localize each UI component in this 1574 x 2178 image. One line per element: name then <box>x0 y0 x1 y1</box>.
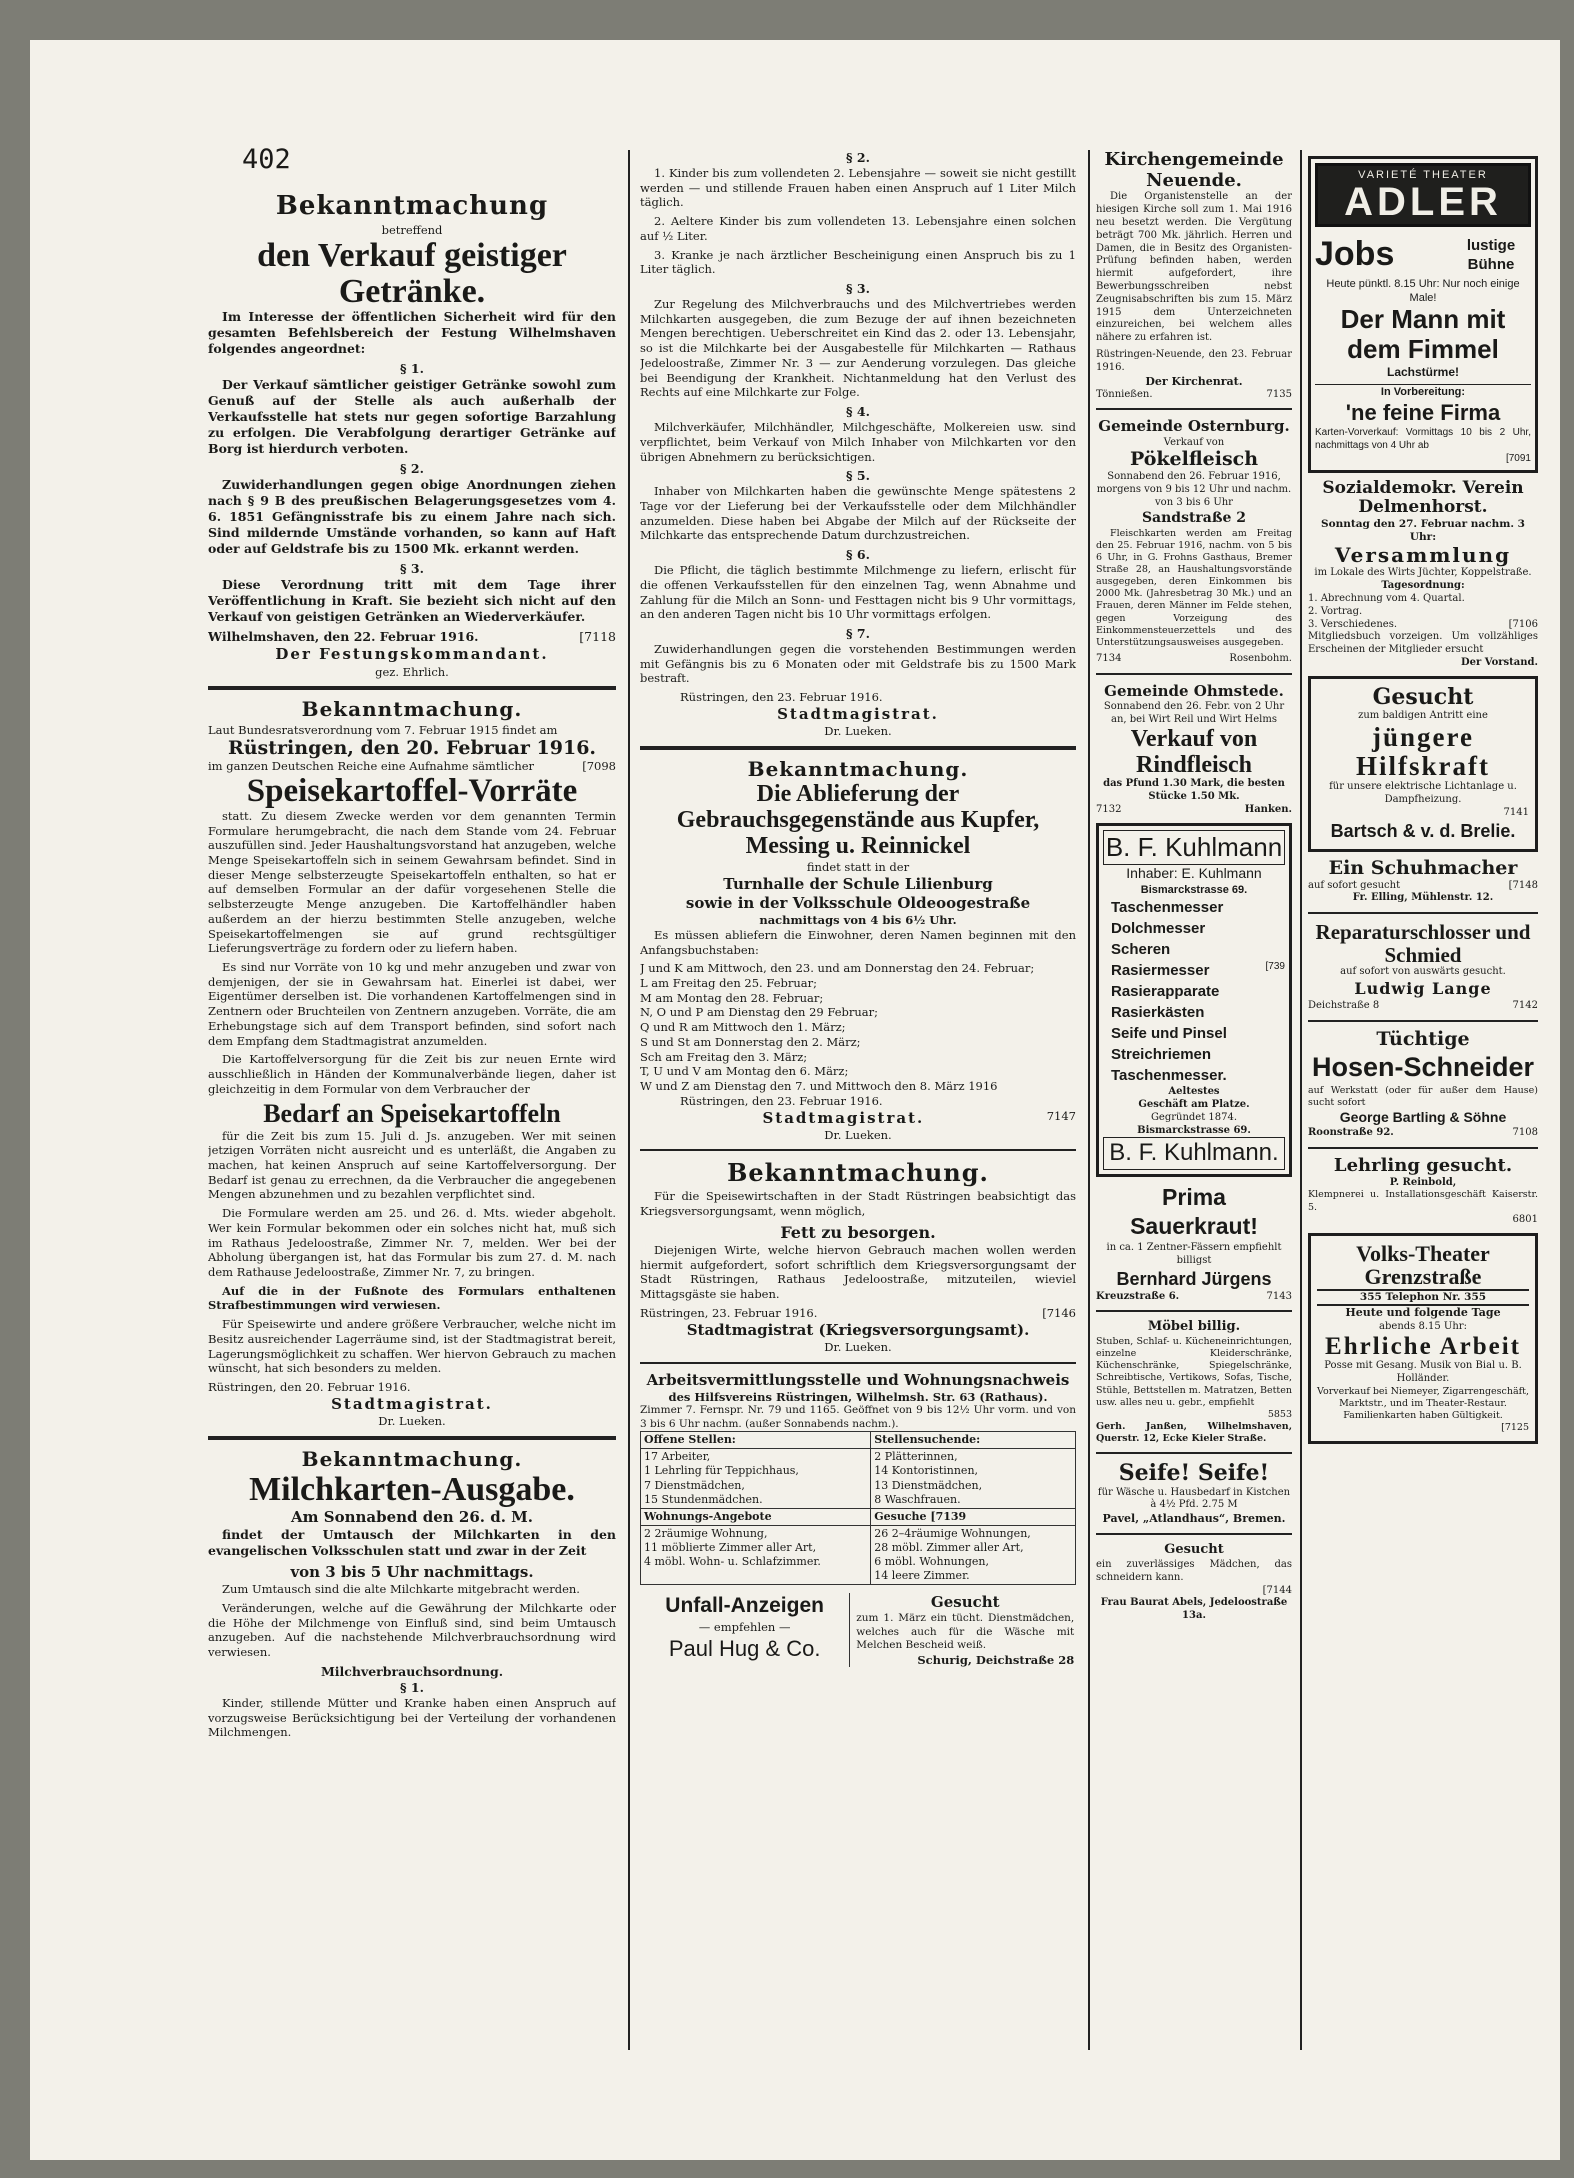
ad-headline: Lehrling gesucht. <box>1333 1154 1513 1176</box>
schedule-line: N, O und P am Dienstag den 29 Februar; <box>640 1005 879 1020</box>
product-item: Streichriemen <box>1111 1046 1212 1064</box>
notice-text: Die Formulare werden am 25. und 26. d. Mts. wieder abgeholt. Wer kein Formular bekommen oder ein solches nicht hat, muß sich im Rathaus Jedeloostraße, Zimmer Nr. 7, melden. Wer bei der Abholung übergangen ist, hat das Formular bis zum 27. d. M. nach dem Rathause Jedeloostraße, Zimmer Nr. 7, zu bringen. <box>208 1206 616 1279</box>
ad-text: — empfehlen — <box>698 1619 791 1634</box>
notice-signer: Hanken. <box>1244 804 1292 816</box>
section-number: § 7. <box>846 625 870 641</box>
product-item: Taschenmesser <box>1111 899 1224 917</box>
play-title: Der Mann mit dem Fimmel <box>1340 303 1506 364</box>
notice-signer: Dr. Lueken. <box>824 1339 892 1354</box>
notice-text: Kinder, stillende Mütter und Kranke haben einen Anspruch auf vorzugsweise Berücksichtigung bei der Verteilung der vorhandenen Milchmengen. <box>208 1695 616 1740</box>
divider <box>1096 1452 1292 1454</box>
notice-text: Für Speisewirte und andere größere Verbraucher, welche nicht im Besitz ausreichender Lagerräume sind, ist der Stadtmagistrat bereit, Lagerungsmöglichkeit zu schaffen. Wer hiervon Gebrauch zu machen wünscht, hat sich besonders zu melden. <box>208 1317 616 1376</box>
ad-text: Tagesordnung: <box>1381 580 1465 592</box>
notice-text: Zimmer 7. Fernspr. Nr. 79 und 1165. Geöffnet von 9 bis 12½ Uhr vorm. und von 3 bis 6 Uhr nachm. (außer Sonnabends nachm.). <box>640 1404 1076 1430</box>
beef-notice <box>1096 682 1292 817</box>
section-number: § 2. <box>846 150 870 165</box>
section-number: § 6. <box>846 547 870 563</box>
notice-date: Sonntag den 27. Februar nachm. 3 Uhr: <box>1321 517 1525 544</box>
ad-headline: Tüchtige <box>1376 1027 1470 1050</box>
agenda-list <box>1308 593 1538 631</box>
ad-reference: [7148 <box>1508 879 1538 891</box>
agenda-item: 2. Vortrag. <box>1308 605 1363 617</box>
notice-headline: den Verkauf geistiger Getränke. <box>257 236 567 310</box>
notice-text: Die Pflicht, die täglich bestimmte Milchmenge zu liefern, erlischt für die offenen Verkaufsstellen für den einzelnen Tag, wenn Abnahme und Zahlung für die Milch an Sonn- und Festtagen nicht bis 9 Uhr vormittags, an den anderen Tagen nicht bis 10 Uhr vormittags erfolgen. <box>640 563 1076 622</box>
ad-text: abends 8.15 Uhr: <box>1379 1320 1467 1332</box>
notice-headline: Bedarf an Speisekartoffeln <box>263 1099 561 1129</box>
ad-name: Paul Hug & Co. <box>668 1635 821 1661</box>
schedule-line: L am Freitag den 25. Februar; <box>640 976 817 991</box>
agenda-item: 1. Abrechnung vom 4. Quartal. <box>1308 593 1465 605</box>
kuhlmann-ad <box>1096 823 1292 1177</box>
ad-text: Geschäft am Platze. <box>1138 1098 1250 1110</box>
ad-headline: Sozialdemokr. Verein Delmenhorst. <box>1322 477 1524 518</box>
column-3 <box>1096 150 1292 2070</box>
ad-reference: 7147 <box>1046 1108 1076 1123</box>
ad-text: auf sofort gesucht <box>1308 879 1401 891</box>
notice-title: Bekanntmachung. <box>301 697 523 722</box>
section-number: § 2. <box>400 461 424 477</box>
divider <box>1308 1020 1538 1022</box>
notice-subtitle: Fett zu besorgen. <box>780 1222 936 1242</box>
ad-reference: [7091 <box>1505 452 1531 464</box>
soap-ad <box>1096 1461 1292 1526</box>
column-rule <box>1300 150 1302 2050</box>
ad-name: Der Vorstand. <box>1460 657 1538 669</box>
ad-text: Lachstürme! <box>1386 364 1460 379</box>
sauerkraut-ad <box>1096 1183 1292 1303</box>
notice-signature: Stadtmagistrat. <box>331 1394 493 1413</box>
ad-name: Fr. Elling, Mühlenstr. 12. <box>1352 892 1494 904</box>
ad-headline: Ein Schuhmacher <box>1328 856 1518 879</box>
ad-text: Vorverkauf bei Niemeyer, Zigarrengeschäft, Marktstr., und im Theater-Restaur. <box>1317 1385 1529 1410</box>
notice-text: Es müssen abliefern die Einwohner, deren Namen beginnen mit den Anfangsbuchstaben: <box>640 927 1076 957</box>
notice-date: Rüstringen, den 20. Februar 1916. <box>227 736 597 759</box>
ad-headline: Verkauf von Rindfleisch <box>1130 725 1258 778</box>
ad-headline: jüngere Hilfskraft <box>1356 721 1490 782</box>
notice-signature: Stadtmagistrat (Kriegsversorgungsamt). <box>686 1320 1030 1339</box>
ad-headline: Versammlung <box>1334 543 1512 568</box>
notice-date: Am Sonnabend den 26. d. M. <box>291 1507 533 1526</box>
table-row <box>641 1449 1076 1508</box>
labor-exchange <box>640 1371 1076 1586</box>
divider <box>1308 912 1538 914</box>
table-cell: 13 Dienstmädchen, <box>874 1478 983 1492</box>
table-header: Gesuche <box>874 1509 927 1523</box>
ad-name: Schurig, Deichstraße 28 <box>917 1652 1075 1667</box>
notice-signature: Stadtmagistrat. <box>777 704 939 723</box>
ad-text: Heute pünktl. 8.15 Uhr: Nur noch einige Male! <box>1326 277 1520 304</box>
notice-signer: Dr. Lueken. <box>824 724 892 739</box>
notice-place: im Lokale des Wirts Jüchter, Koppelstraße. <box>1314 567 1532 579</box>
ad-headline: Seife! Seife! <box>1118 1460 1270 1487</box>
notice-subtitle: des Hilfsvereins Rüstringen, Wilhelmsh. Str. 63 (Rathaus). <box>668 1389 1048 1404</box>
notice-signature: Der Kirchenrat. <box>1145 374 1243 388</box>
column-rule <box>1088 150 1090 2050</box>
table-header: Stellensuchende: <box>871 1432 1076 1449</box>
notice-text: für die Zeit bis zum 15. Juli d. Js. anzugeben. Wer mit seinen jetzigen Vorräten nicht ausreicht und es unterläßt, die Angaben zu machen, hat keinen Anspruch auf seine Kartoffelversorgung. Der Bedarf ist genau zu errechnen, da die Verbraucher die angegebenen Mengen abzunehmen und zu bezahlen verpflichtet sind. <box>208 1128 616 1202</box>
product-item: Rasierapparate <box>1111 983 1220 1001</box>
notice-place: sowie in der Volksschule Oldeoogestraße <box>685 893 1031 912</box>
ad-headline: Gesucht <box>1164 1542 1224 1558</box>
ad-text: auf sofort von auswärts gesucht. <box>1340 966 1506 978</box>
product-item: Taschenmesser. <box>1111 1067 1227 1085</box>
notice-date: Wilhelmshaven, den 22. Februar 1916. <box>208 629 479 645</box>
divider <box>1096 1310 1292 1312</box>
notice-fat <box>640 1158 1076 1354</box>
notice-potatoes <box>208 697 616 1428</box>
notice-text: Für die Speisewirtschaften in der Stadt Rüstringen beabsichtigt das Kriegsversorgungsamt, wenn möglich, <box>640 1189 1076 1218</box>
ad-reference: 7108 <box>1512 1127 1538 1139</box>
ad-address: Bismarckstrasse 69. <box>1140 884 1248 897</box>
notice-spirits <box>208 190 616 679</box>
social-democrat-ad <box>1308 479 1538 670</box>
ad-text: für unsere elektrische Lichtanlage u. Dampfheizung. <box>1329 781 1517 806</box>
ad-text: Die Organistenstelle an der hiesigen Kirche soll zum 1. Mai 1916 neu besetzt werden. Die Vergütung beträgt 700 Mk. jährlich. Herren und Damen, die in Besitz des Organisten-Prüfung befinden haben, werden hiermit aufgefordert, ihre Bewerbungsschreiben nebst Zeugnisabschriften bis zum 15. März 1915 dem Unterzeichneten einzureichen, bei welchem alles nähere zu erfahren ist. <box>1096 191 1292 344</box>
notice-text: 3. Kranke je nach ärztlicher Bescheinigung einen Anspruch bis zu 1 Liter täglich. <box>640 247 1076 277</box>
ad-reference: [7098 <box>582 759 616 774</box>
ad-text: Mitgliedsbuch vorzeigen. Um vollzähliges Erscheinen der Mitglieder ersucht <box>1308 631 1538 656</box>
notice-text: Zuwiderhandlungen gegen obige Anordnungen ziehen nach § 9 B des preußischen Belagerungsgesetzes vom 4. 6. 1851 Gefängnisstrafe bis zu einem Jahre nach sich. Sind mildernde Umstände vorhanden, so kann auf Haft oder auf Geldstrafe bis zu 1500 Mk. erkannt werden. <box>208 477 616 557</box>
product-list <box>1103 897 1285 1086</box>
notice-text: findet statt in der <box>806 860 910 875</box>
newspaper-page <box>30 40 1560 2160</box>
notice-place: Sandstraße 2 <box>1141 509 1247 526</box>
notice-text: Es sind nur Vorräte von 10 kg und mehr anzugeben und zwar von demjenigen, der sie in Gewahrsam hat. Einerlei ist dabei, wer Eigentümer derselben ist. Die vorhandenen Kartoffelmengen sind in Zentnern oder Bruchteilen von Zentnern anzugeben. Vorräte, die am Erhebungstage sich auf dem Transport befinden, sind sofort nach dem Empfang dem Stadtmagistrat anzumelden. <box>208 959 616 1048</box>
ad-text: zum 1. März ein tücht. Dienstmädchen, welches auch für die Wäsche mit Melchen Bescheid weiß. <box>856 1612 1075 1652</box>
ad-name: Bernhard Jürgens <box>1116 1268 1272 1289</box>
product-item: Scheren <box>1111 941 1171 959</box>
ad-name: George Bartling & Söhne <box>1339 1109 1507 1126</box>
schedule-line: T, U und V am Montag den 6. März; <box>640 1064 849 1079</box>
ad-headline: Volks-Theater Grenzstraße <box>1356 1240 1490 1290</box>
ad-text: Aeltestes <box>1168 1086 1220 1098</box>
table-cell: 15 Stundenmädchen. <box>644 1492 763 1506</box>
ad-price: das Pfund 1.30 Mark, die besten Stücke 1.50 Mk. <box>1103 778 1285 803</box>
product-item: Seife und Pinsel <box>1111 1025 1227 1043</box>
notice-date: Rüstringen, den 23. Februar 1916. <box>680 1093 883 1108</box>
notice-text: Zum Umtausch sind die alte Milchkarte mitgebracht werden. <box>222 1582 580 1597</box>
apprentice-ad <box>1308 1156 1538 1227</box>
ad-address: Kreuzstraße 6. <box>1096 1290 1180 1302</box>
ad-reference: 7132 <box>1096 804 1122 816</box>
table-cell: 2 Plätterinnen, <box>874 1450 958 1464</box>
ad-text: Inhaber: E. Kuhlmann <box>1126 865 1262 882</box>
ad-reference: 7135 <box>1266 388 1292 400</box>
schedule-line: Sch am Freitag den 3. März; <box>640 1049 808 1064</box>
notice-title: Bekanntmachung. <box>301 1446 523 1471</box>
ad-headline: Reparaturschlosser und Schmied <box>1315 920 1531 967</box>
notice-signer: gez. Ehrlich. <box>375 664 449 679</box>
tailor-ad <box>1308 1029 1538 1140</box>
notice-text: Auf die in der Fußnote des Formulars enthaltenen Strafbestimmungen wird verwiesen. <box>208 1283 616 1313</box>
ad-reference: [7106 <box>1508 618 1538 630</box>
ad-name: Ludwig Lange <box>1354 979 1492 999</box>
section-number: § 4. <box>846 404 870 420</box>
ad-headline: Möbel billig. <box>1147 1319 1241 1335</box>
ad-reference: 7142 <box>1512 999 1538 1011</box>
ad-reference: [7146 <box>1042 1305 1076 1320</box>
ad-reference: [7139 <box>930 1509 967 1523</box>
divider <box>208 1436 616 1440</box>
table-cell: 11 möblierte Zimmer aller Art, <box>644 1540 817 1554</box>
notice-text: Inhaber von Milchkarten haben die gewünschte Menge spätestens 2 Tage vor der Lieferung bei der Verkaufsstelle oder dem Milchhändler anzumelden. Diese haben bei Abgabe der Milch auf der Rückseite der Milchkarte das entsprechende Datum durchzustreichen. <box>640 484 1076 543</box>
section-number: § 5. <box>846 468 870 484</box>
table-cell: 14 leere Zimmer. <box>874 1569 970 1583</box>
notice-time: nachmittags von 4 bis 6½ Uhr. <box>759 913 957 928</box>
locksmith-ad <box>1308 921 1538 1012</box>
notice-signer: Rosenbohm. <box>1229 653 1292 665</box>
notice-text: Laut Bundesratsverordnung vom 7. Februar 1915 findet am <box>208 722 558 737</box>
section-number: § 3. <box>400 561 424 577</box>
notice-text: Zuwiderhandlungen gegen die vorstehenden Bestimmungen werden mit Gefängnis bis zu 6 Monaten oder mit Geldstrafe bis zu 1500 Mark bestraft. <box>640 641 1076 686</box>
notice-place: Turnhalle der Schule Lilienburg <box>723 874 993 893</box>
ad-text: für Wäsche u. Hausbedarf in Kistchen à 4½ Pfd. 2.75 M <box>1097 1486 1291 1511</box>
table-row <box>641 1525 1076 1584</box>
ad-headline: Gesucht <box>930 1593 1000 1612</box>
ad-text: Karten-Vorverkauf: Vormittags 10 bis 2 Uhr, nachmittags von 4 Uhr ab <box>1315 427 1531 451</box>
notice-subtitle: Milchverbrauchsordnung. <box>320 1663 504 1679</box>
shoemaker-ad <box>1308 858 1538 905</box>
ad-text: Fleischkarten werden am Freitag den 25. Februar 1916, nachm. von 5 bis 6 Uhr, in G. Frohns Gasthaus, Bremer Straße 28, an Haushaltungsvorstände ausgegeben, deren Einkommen bis 2000 Mk. (Jahresbetrag 30 Mk.) und an Frauen, deren Männer im Felde stehen, gegen Vorzeigung des Einkommensteuerzettels und des Unterstützungsausweises ausgegeben. <box>1096 527 1292 648</box>
insurance-ad <box>640 1593 850 1667</box>
section-number: § 1. <box>400 361 424 377</box>
ad-headline: Gemeinde Osternburg. <box>1098 417 1290 436</box>
notice-date: Rüstringen-Neuende, den 23. Februar 1916. <box>1096 348 1292 373</box>
ad-reference: 7141 <box>1503 806 1529 818</box>
product-item: Dolchmesser <box>1111 920 1206 938</box>
notice-title: Arbeitsvermittlungsstelle und Wohnungsnachweis <box>646 1370 1070 1389</box>
ad-reference: 6801 <box>1512 1213 1538 1225</box>
column-1 <box>208 150 616 2070</box>
notice-subtitle: betreffend <box>381 223 443 238</box>
ad-name: Gerh. Janßen, Wilhelmshaven, Querstr. 12, Ecke Kieler Straße. <box>1096 1421 1292 1445</box>
divider <box>1308 1147 1538 1149</box>
logo-name: ADLER <box>1344 180 1502 225</box>
ad-text: Heute und folgende Tage <box>1345 1306 1501 1320</box>
divider <box>208 686 616 690</box>
notice-title: Bekanntmachung <box>275 191 549 221</box>
notice-title: Bekanntmachung. <box>747 756 969 781</box>
ad-headline: Prima Sauerkraut! <box>1130 1184 1258 1240</box>
ad-name: B. F. Kuhlmann <box>1103 830 1285 865</box>
notice-text: statt. Zu diesem Zwecke werden vor dem genannten Termin Formulare herumgebracht, die nach dem Stande vom 24. Februar auszufüllen sind. Jeder Haushaltungsvorstand hat anzugeben, welche Menge Speisekartoffeln sich in seinem Gewahrsam befindet. Sind in dieser Menge selbsterzeugte Speisekartoffeln enthalten, so hat er auf demselben Formular an der dafür vorgesehenen Stelle die selbsterzeugte Menge anzugeben. Die Kartoffelhändler haben außerdem an der hierzu bestimmten Stelle anzugeben, welche Speisekartoffelmengen sie auf grund rechtsgültiger Lieferungsverträge zu fordern oder zu liefern haben. <box>208 808 616 956</box>
notice-signature: Der Festungskommandant. <box>275 645 549 664</box>
vacancies-table <box>640 1431 1076 1585</box>
schedule-line: J und K am Mittwoch, den 23. und am Donnerstag den 24. Februar; <box>640 961 1035 976</box>
notice-milk-rules <box>640 150 1076 739</box>
play-title: 'ne feine Firma <box>1345 399 1501 425</box>
table-cell: 1 Lehrling für Teppichhaus, <box>644 1464 799 1478</box>
table-cell: 7 Dienstmädchen, <box>644 1478 745 1492</box>
ad-reference: 7134 <box>1096 653 1122 665</box>
table-cell: 17 Arbeiter, <box>644 1450 711 1464</box>
divider <box>1096 1533 1292 1535</box>
table-cell: 14 Kontoristinnen, <box>874 1464 979 1478</box>
notice-signature: Stadtmagistrat. <box>762 1108 925 1127</box>
ad-text: ein zuverlässiges Mädchen, das schneidern kann. <box>1096 1558 1292 1583</box>
notice-text: Veränderungen, welche auf die Gewährung der Milchkarte oder die Höhe der Milchmenge von Einfluß sind, sind beim Umtausch anzugeben. Auf die nachstehende Milchverbrauchsordnung wird verwiesen. <box>208 1601 616 1660</box>
divider <box>640 746 1076 750</box>
ad-headline: Gemeinde Ohmstede. <box>1104 681 1284 700</box>
ad-text: Posse mit Gesang. Musik von Bial u. B. Holländer. <box>1324 1360 1522 1385</box>
furniture-ad <box>1096 1319 1292 1445</box>
notice-text: findet der Umtausch der Milchkarten in den evangelischen Volksschulen statt und zwar in der Zeit <box>208 1527 616 1559</box>
divider <box>640 1362 1076 1364</box>
ad-reference: [7118 <box>579 629 616 645</box>
notice-time: von 3 bis 5 Uhr nachmittags. <box>290 1563 534 1582</box>
ad-address: Roonstraße 92. <box>1308 1127 1394 1139</box>
ad-headline: Hosen-Schneider <box>1311 1052 1535 1083</box>
ad-text: in ca. 1 Zentner-Fässern empfiehlt billigst <box>1106 1241 1282 1266</box>
ad-text: zum baldigen Antritt eine <box>1358 710 1488 722</box>
notice-date: Rüstringen, 23. Februar 1916. <box>640 1305 818 1320</box>
divider <box>1096 408 1292 410</box>
ad-text: Klempnerei u. Installationsgeschäft Kaiserstr. 5. <box>1308 1189 1538 1213</box>
church-notice <box>1096 150 1292 401</box>
notice-headline: Milchkarten-Ausgabe. <box>249 1471 575 1509</box>
schedule-line: W und Z am Dienstag den 7. und Mittwoch den 8. März 1916 <box>640 1079 998 1094</box>
notice-headline: Die Ablieferung der Gebrauchsgegenstände aus Kupfer, Messing u. Reinnickel <box>676 781 1040 860</box>
ad-headline: Unfall-Anzeigen <box>665 1594 824 1618</box>
notice-text: Zur Regelung des Milchverbrauchs und des Milchvertriebes werden Milchkarten ausgegeben, die zum Bezuge der auf ihnen bezeichneten Mengen berechtigen. Ueberschreitet ein Kind das 2. oder 13. Lebensjahr, so ist die Milchkarte bei der Ausgabestelle für Milchkarten — Rathaus Jedeloostraße, Zimmer Nr. 3 — zur Aenderung vorzulegen. Das gleiche bei Beendigung der Krankheit. Nichtanmeldung hat den Verlust des Rechts auf eine Milchkarte zur Folge. <box>640 297 1076 400</box>
schedule-line: M am Montag den 28. Februar; <box>640 990 824 1005</box>
table-cell: 28 möbl. Zimmer aller Art, <box>874 1540 1024 1554</box>
notice-date: Rüstringen, den 20. Februar 1916. <box>208 1380 411 1395</box>
notice-time: Sonnabend den 26. Februar 1916, morgens von 9 bis 12 Uhr und nachm. von 3 bis 6 Uhr <box>1096 471 1292 508</box>
maid-wanted-ad <box>856 1593 1074 1667</box>
maid-wanted-ad-2 <box>1096 1542 1292 1623</box>
product-item: Rasiermesser <box>1111 962 1210 980</box>
ad-headline: Jobs <box>1315 235 1395 274</box>
notice-date: Rüstringen, den 23. Februar 1916. <box>680 690 883 705</box>
table-cell: 4 möbl. Wohn- u. Schlafzimmer. <box>644 1554 821 1568</box>
table-header: Offene Stellen: <box>641 1432 871 1449</box>
schedule-line: Q und R am Mittwoch den 1. März; <box>640 1020 846 1035</box>
schedule-line: S und St am Donnerstag den 2. März; <box>640 1034 861 1049</box>
ad-name: P. Reinbold, <box>1389 1176 1457 1188</box>
notice-time: Sonnabend den 26. Febr. von 2 Uhr an, bei Wirt Reil und Wirt Helms <box>1103 701 1285 725</box>
ad-address: Bismarckstrasse 69. <box>1137 1124 1251 1136</box>
ad-text: Stuben, Schlaf- u. Kücheneinrichtungen, einzelne Kleiderschränke, Küchenschränke, Spiegelschränke, Schreibtische, Vertikows, Sofas, Tische, Stühle, Bettstellen m. Matratzen, Betten usw. alles neu u. gebr., empfiehlt <box>1096 1335 1292 1408</box>
table-cell: 6 möbl. Wohnungen, <box>874 1554 989 1568</box>
notice-text: Diejenigen Wirte, welche hiervon Gebrauch machen wollen werden hiermit aufgefordert, sofort schriftlich dem Kriegsversorgungsamt der Stadt Rüstringen, Rathaus Jedeloostraße, mitzuteilen, wieviel Mittagsgäste sie haben. <box>640 1243 1076 1302</box>
notice-text: Milchverkäufer, Milchhändler, Milchgeschäfte, Molkereien usw. sind verpflichtet, beim Verkauf von Milch Inhaber von Milchkarten vor den übrigen Abnehmern zu berücksichtigen. <box>640 420 1076 464</box>
ad-reference: [7144 <box>1262 1584 1292 1596</box>
section-number: § 1. <box>400 1679 424 1695</box>
notice-text: Die Kartoffelversorgung für die Zeit bis zur neuen Ernte wird ausschließlich in Händen der Kommunalverbände liegen, daher ist gleichzeitig in dem Formular von dem Verbraucher der <box>208 1052 616 1096</box>
table-header: Wohnungs-Angebote <box>641 1508 871 1525</box>
notice-headline: Speisekartoffel-Vorräte <box>246 773 578 810</box>
ad-reference: [7125 <box>1501 1422 1529 1434</box>
ad-name: Bartsch & v. d. Brelie. <box>1330 820 1516 841</box>
play-title: Ehrliche Arbeit <box>1325 1333 1521 1361</box>
ad-text: In Vorbereitung: <box>1315 384 1531 399</box>
notice-signer: Dr. Lueken. <box>824 1127 892 1142</box>
section-number: § 3. <box>846 281 870 297</box>
volks-theater-ad <box>1308 1233 1538 1444</box>
theater-logo <box>1315 163 1531 227</box>
ad-text: Familienkarten haben Gültigkeit. <box>1343 1410 1503 1422</box>
notice-signer: Tönnießen. <box>1096 388 1153 400</box>
column-2 <box>640 150 1076 2070</box>
notice-signer: Dr. Lueken. <box>378 1413 446 1428</box>
ad-name: Frau Baurat Abels, Jedeloostraße 13a. <box>1100 1597 1288 1622</box>
ad-reference: [739 <box>1265 961 1285 973</box>
divider <box>1096 673 1292 675</box>
ad-text: 355 Telephon Nr. 355 <box>1317 1289 1529 1306</box>
ad-text: lustige Bühne <box>1466 236 1516 273</box>
column-rule <box>628 150 630 2050</box>
ad-reference: 5853 <box>1267 1408 1292 1420</box>
ad-address: Deichstraße 8 <box>1308 999 1380 1011</box>
assistant-wanted-ad <box>1308 676 1538 852</box>
notice-metal-delivery <box>640 757 1076 1143</box>
notice-text: 1. Kinder bis zum vollendeten 2. Lebensjahre — soweit sie nicht gestillt werden — und stillende Frauen haben einen Anspruch auf 1 Liter Milch täglich. <box>640 166 1076 210</box>
page-number: 402 <box>242 144 291 175</box>
ad-headline: Pökelfleisch <box>1129 448 1259 471</box>
ad-text: Gegründet 1874. <box>1150 1111 1238 1123</box>
notice-text: im ganzen Deutschen Reiche eine Aufnahme sämtlicher <box>208 759 535 774</box>
divider <box>640 1149 1076 1151</box>
notice-milk-cards <box>208 1447 616 1740</box>
table-cell: 26 2–4räumige Wohnungen, <box>874 1526 1031 1540</box>
logo-text: VARIETÉ THEATER <box>1358 169 1488 181</box>
table-cell: 8 Waschfrauen. <box>874 1492 961 1506</box>
letter-schedule <box>640 961 1076 1093</box>
adler-theater-ad <box>1308 156 1538 473</box>
notice-title: Bekanntmachung. <box>727 1158 989 1188</box>
ad-text: Verkauf von <box>1163 436 1225 448</box>
ad-headline: Kirchengemeinde Neuende. <box>1104 150 1284 191</box>
column-4 <box>1308 150 1538 2070</box>
ad-reference: 7143 <box>1266 1290 1292 1302</box>
ad-name: B. F. Kuhlmann. <box>1103 1137 1285 1170</box>
notice-text: Im Interesse der öffentlichen Sicherheit wird für den gesamten Befehlsbereich der Festung Wilhelmshaven folgendes angeordnet: <box>208 309 616 357</box>
ad-name: Pavel, „Atlandhaus“, Bremen. <box>1102 1512 1286 1526</box>
agenda-item: 3. Verschiedenes. <box>1308 618 1397 630</box>
ad-text: auf Werkstatt (oder für außer dem Hause) sucht sofort <box>1308 1084 1538 1109</box>
notice-text: 2. Aeltere Kinder bis zum vollendeten 13. Lebensjahre einen solchen auf ½ Liter. <box>640 214 1076 243</box>
notice-text: Diese Verordnung tritt mit dem Tage ihrer Veröffentlichung in Kraft. Sie bezieht sich nicht auf den Verkauf von geistigen Getränken an Wiederverkäufer. <box>208 577 616 625</box>
ad-headline: Gesucht <box>1372 683 1474 710</box>
pickled-meat-notice <box>1096 417 1292 665</box>
bottom-ads <box>640 1593 1076 1667</box>
table-cell: 2 2räumige Wohnung, <box>644 1526 768 1540</box>
notice-text: Der Verkauf sämtlicher geistiger Getränke sowohl zum Genuß auf der Stelle als auch außerhalb der Verkaufsstelle hat stets nur gegen sofortige Barzahlung zu erfolgen. Die Verabfolgung derartiger Getränke auf Borg ist hierdurch verboten. <box>208 377 616 457</box>
product-item: Rasierkästen <box>1111 1004 1205 1022</box>
